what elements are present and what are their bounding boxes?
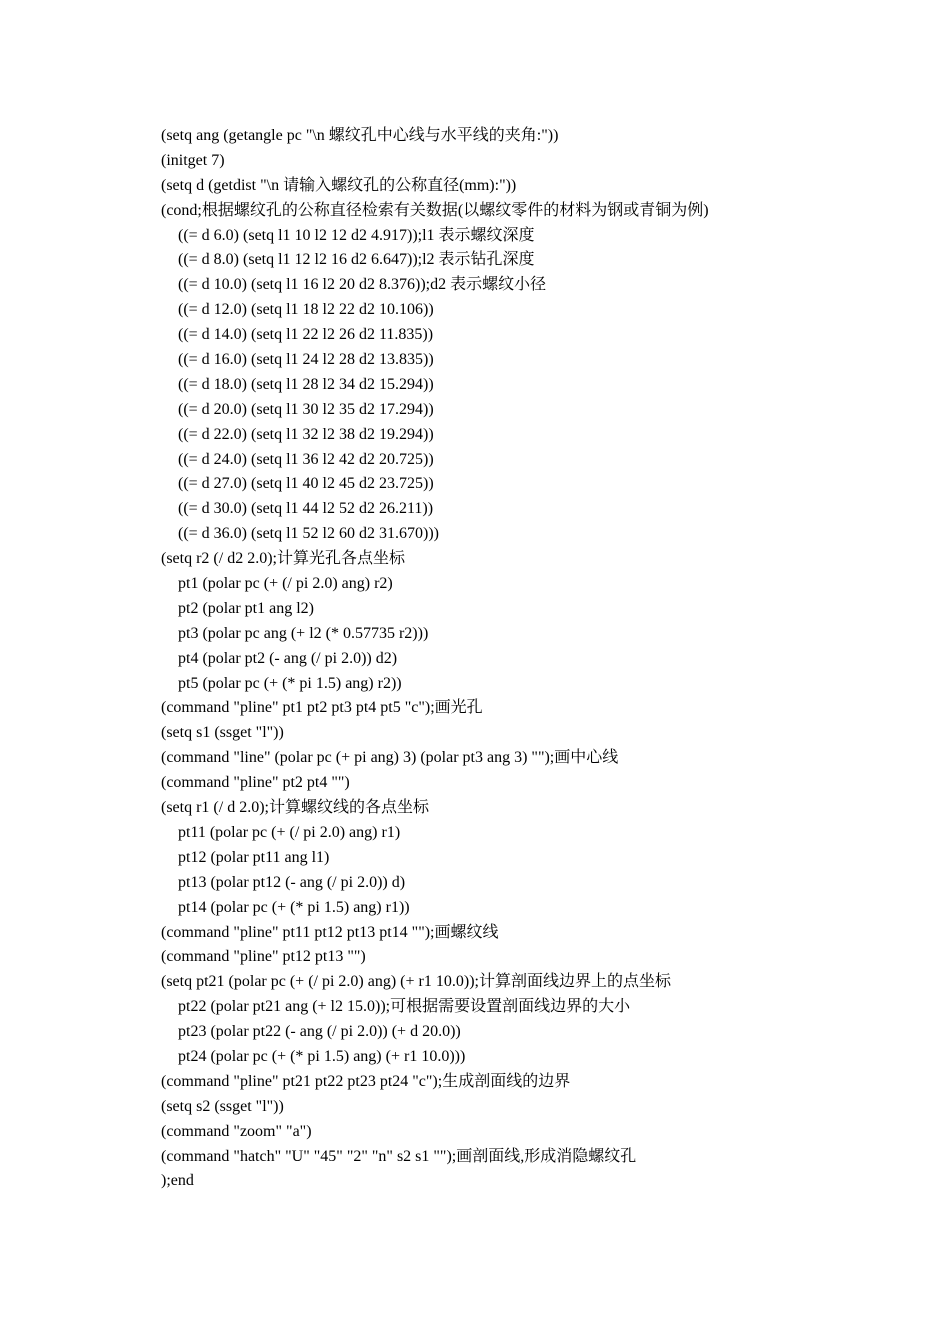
code-line: ((= d 27.0) (setq l1 40 l2 45 d2 23.725)) — [178, 475, 434, 493]
code-line: (setq pt21 (polar pc (+ (/ pi 2.0) ang) (+ r1 10.0));计算剖面线边界上的点坐标 — [161, 973, 671, 991]
code-line: ((= d 20.0) (setq l1 30 l2 35 d2 17.294)) — [178, 400, 434, 418]
code-line: ((= d 6.0) (setq l1 10 l2 12 d2 4.917));l1 表示螺纹深度 — [178, 226, 535, 244]
code-line: (command "line" (polar pc (+ pi ang) 3) (polar pt3 ang 3) "");画中心线 — [161, 749, 619, 767]
code-line: pt24 (polar pc (+ (* pi 1.5) ang) (+ r1 10.0))) — [178, 1047, 466, 1065]
code-line: );end — [161, 1172, 194, 1190]
code-line: ((= d 24.0) (setq l1 36 l2 42 d2 20.725)) — [178, 450, 434, 468]
code-line: pt13 (polar pt12 (- ang (/ pi 2.0)) d) — [178, 873, 406, 891]
code-line: (setq d (getdist "\n 请输入螺纹孔的公称直径(mm):")) — [161, 176, 517, 194]
code-line: (command "pline" pt2 pt4 "") — [161, 774, 350, 792]
code-line: (setq s2 (ssget "l")) — [161, 1097, 284, 1115]
code-listing — [161, 124, 901, 1194]
code-line: (initget 7) — [161, 151, 225, 169]
code-line: (cond;根据螺纹孔的公称直径检索有关数据(以螺纹零件的材料为钢或青铜为例) — [161, 201, 709, 219]
code-line: pt5 (polar pc (+ (* pi 1.5) ang) r2)) — [178, 674, 402, 692]
code-line: ((= d 10.0) (setq l1 16 l2 20 d2 8.376));d2 表示螺纹小径 — [178, 276, 547, 294]
code-line: ((= d 16.0) (setq l1 24 l2 28 d2 13.835)) — [178, 351, 434, 369]
code-line: ((= d 36.0) (setq l1 52 l2 60 d2 31.670))) — [178, 525, 439, 543]
code-line: (command "pline" pt1 pt2 pt3 pt4 pt5 "c");画光孔 — [161, 699, 483, 717]
code-line: ((= d 14.0) (setq l1 22 l2 26 d2 11.835)) — [178, 326, 434, 344]
code-line: pt22 (polar pt21 ang (+ l2 15.0));可根据需要设置剖面线边界的大小 — [178, 998, 631, 1016]
code-line: (setq r1 (/ d 2.0);计算螺纹线的各点坐标 — [161, 799, 429, 817]
code-line: pt23 (polar pt22 (- ang (/ pi 2.0)) (+ d 20.0)) — [178, 1023, 461, 1041]
code-line: pt4 (polar pt2 (- ang (/ pi 2.0)) d2) — [178, 649, 398, 667]
code-line: ((= d 22.0) (setq l1 32 l2 38 d2 19.294)) — [178, 425, 434, 443]
code-line: ((= d 18.0) (setq l1 28 l2 34 d2 15.294)) — [178, 375, 434, 393]
code-line: ((= d 8.0) (setq l1 12 l2 16 d2 6.647));l2 表示钻孔深度 — [178, 251, 535, 269]
code-line: ((= d 12.0) (setq l1 18 l2 22 d2 10.106)) — [178, 301, 434, 319]
code-line: pt12 (polar pt11 ang l1) — [178, 848, 330, 866]
code-line: pt11 (polar pc (+ (/ pi 2.0) ang) r1) — [178, 823, 401, 841]
code-line: (setq r2 (/ d2 2.0);计算光孔各点坐标 — [161, 550, 405, 568]
code-line: ((= d 30.0) (setq l1 44 l2 52 d2 26.211)) — [178, 500, 434, 518]
code-line: pt3 (polar pc ang (+ l2 (* 0.57735 r2))) — [178, 624, 429, 642]
code-line: pt2 (polar pt1 ang l2) — [178, 599, 314, 617]
code-line: (command "pline" pt11 pt12 pt13 pt14 "");画螺纹线 — [161, 923, 499, 941]
code-line: (command "pline" pt21 pt22 pt23 pt24 "c");生成剖面线的边界 — [161, 1072, 571, 1090]
code-line: (command "zoom" "a") — [161, 1122, 312, 1140]
code-line: pt14 (polar pc (+ (* pi 1.5) ang) r1)) — [178, 898, 410, 916]
code-line: (setq s1 (ssget "l")) — [161, 724, 284, 742]
code-line: (setq ang (getangle pc "\n 螺纹孔中心线与水平线的夹角:")) — [161, 127, 559, 144]
code-line: (command "hatch" "U" "45" "2" "n" s2 s1 "");画剖面线,形成消隐螺纹孔 — [161, 1147, 637, 1165]
code-line: (command "pline" pt12 pt13 "") — [161, 948, 366, 966]
code-line: pt1 (polar pc (+ (/ pi 2.0) ang) r2) — [178, 575, 393, 593]
